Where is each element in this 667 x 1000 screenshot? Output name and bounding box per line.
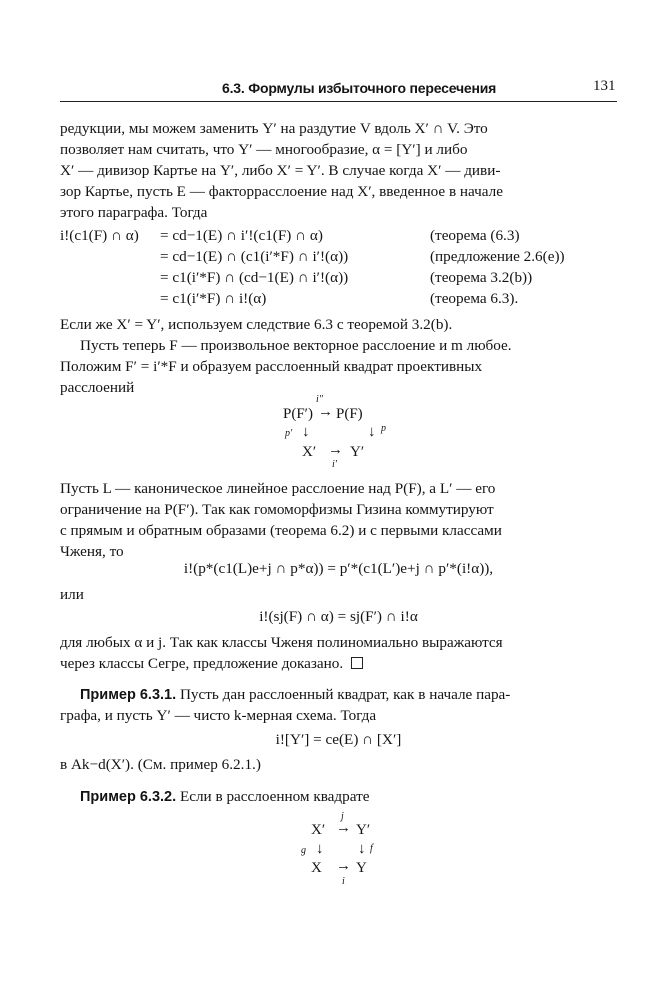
text-fragment: Пусть дан расслоенный квадрат, как в начале пара- xyxy=(179,686,511,703)
text-line: графа, и пусть Y′ — чисто k-мерная схема. Тогда xyxy=(60,707,377,724)
equation-reference: (предложение 2.6(e)) xyxy=(430,248,565,265)
text-line: Положим F′ = i′*F и образуем расслоенный квадрат проективных xyxy=(60,358,483,375)
diagram-node: X xyxy=(311,860,322,876)
text-line: для любых α и j. Так как классы Чженя полиномиально выражаются xyxy=(60,634,503,651)
arrow-label: i′ xyxy=(332,459,337,470)
text-line: этого параграфа. Тогда xyxy=(60,204,208,221)
arrow-right: → xyxy=(336,820,351,836)
equation-reference: (теорема (6.3) xyxy=(430,227,520,244)
text-line: Если же X′ = Y′, используем следствие 6.3 с теоремой 3.2(b). xyxy=(60,316,453,333)
arrow-right: → xyxy=(318,404,333,420)
arrow-label: p′ xyxy=(285,428,293,439)
page-number: 131 xyxy=(593,78,616,94)
text-line: Пусть теперь F — произвольное векторное расслоение и m любое. xyxy=(80,337,512,354)
equation-rhs: = c1(i′*F) ∩ (cd−1(E) ∩ i′!(α)) xyxy=(160,269,349,286)
equation-reference: (теорема 3.2(b)) xyxy=(430,269,533,286)
equation-rhs: = cd−1(E) ∩ i′!(c1(F) ∩ α) xyxy=(160,227,323,244)
arrow-right: → xyxy=(336,858,351,874)
text-fragment: через классы Сегре, предложение доказано. xyxy=(60,655,344,672)
arrow-label: j xyxy=(341,811,344,822)
arrow-label: g xyxy=(301,845,306,856)
display-equation: i!(sj(F) ∩ α) = sj(F′) ∩ i!α xyxy=(259,608,418,625)
arrow-label: i″ xyxy=(316,394,323,405)
diagram-node: Y′ xyxy=(350,444,365,460)
arrow-label: p xyxy=(381,423,386,434)
text-fragment: Если в расслоенном квадрате xyxy=(179,788,370,805)
text-line: ограничение на P(F′). Так как гомоморфизмы Гизина коммутируют xyxy=(60,501,494,518)
diagram-node: Y xyxy=(356,860,367,876)
arrow-down: ↓ xyxy=(302,424,310,440)
example-line xyxy=(60,686,617,704)
example-heading: Пример 6.3.2. xyxy=(80,789,177,805)
text-line: зор Картье, пусть E — факторрасслоение над X′, введенное в начале xyxy=(60,183,504,200)
diagram-node: Y′ xyxy=(356,822,371,838)
running-header-title: 6.3. Формулы избыточного пересечения xyxy=(222,80,497,96)
arrow-down: ↓ xyxy=(316,841,324,857)
text-line: расслоений xyxy=(60,379,135,396)
equation-lhs: i!(c1(F) ∩ α) xyxy=(60,227,139,244)
display-equation: i!(p*(c1(L)e+j ∩ p*α)) = p′*(c1(L′)e+j ∩ p′*(i!α)), xyxy=(183,560,494,577)
arrow-label: i xyxy=(342,876,345,887)
arrow-label: f xyxy=(370,843,373,854)
header-rule xyxy=(60,101,617,102)
equation-rhs: = c1(i′*F) ∩ i!(α) xyxy=(160,290,267,307)
diagram-node: P(F′) xyxy=(283,406,313,422)
text-line: X′ — дивизор Картье на Y′, либо X′ = Y′. В случае когда X′ — диви- xyxy=(60,162,501,179)
qed-square-icon xyxy=(351,657,363,669)
text-line: в Ak−d(X′). (См. пример 6.2.1.) xyxy=(60,756,261,773)
arrow-down: ↓ xyxy=(358,841,366,857)
text-line: позволяет нам считать, что Y′ — многообразие, α = [Y′] и либо xyxy=(60,141,468,158)
diagram-node: X′ xyxy=(311,822,326,838)
arrow-right: → xyxy=(328,442,343,458)
text-line: или xyxy=(60,586,84,603)
equation-rhs: = cd−1(E) ∩ (c1(i′*F) ∩ i′!(α)) xyxy=(160,248,349,265)
text-line: Пусть L — каноническое линейное расслоение над P(F), а L′ — его xyxy=(60,480,496,497)
text-line: Чженя, то xyxy=(60,543,124,560)
text-line: редукции, мы можем заменить Y′ на раздутие V вдоль X′ ∩ V. Это xyxy=(60,120,488,137)
text-line-final xyxy=(60,655,617,673)
arrow-down: ↓ xyxy=(368,424,376,440)
diagram-node: X′ xyxy=(302,444,317,460)
equation-reference: (теорема 6.3). xyxy=(430,290,519,307)
example-heading: Пример 6.3.1. xyxy=(80,687,177,703)
text-line: с прямым и обратным образами (теорема 6.2) и с первыми классами xyxy=(60,522,502,539)
display-equation: i![Y′] = ce(E) ∩ [X′] xyxy=(275,731,402,748)
example-line xyxy=(60,788,617,806)
diagram-node: P(F) xyxy=(336,406,363,422)
